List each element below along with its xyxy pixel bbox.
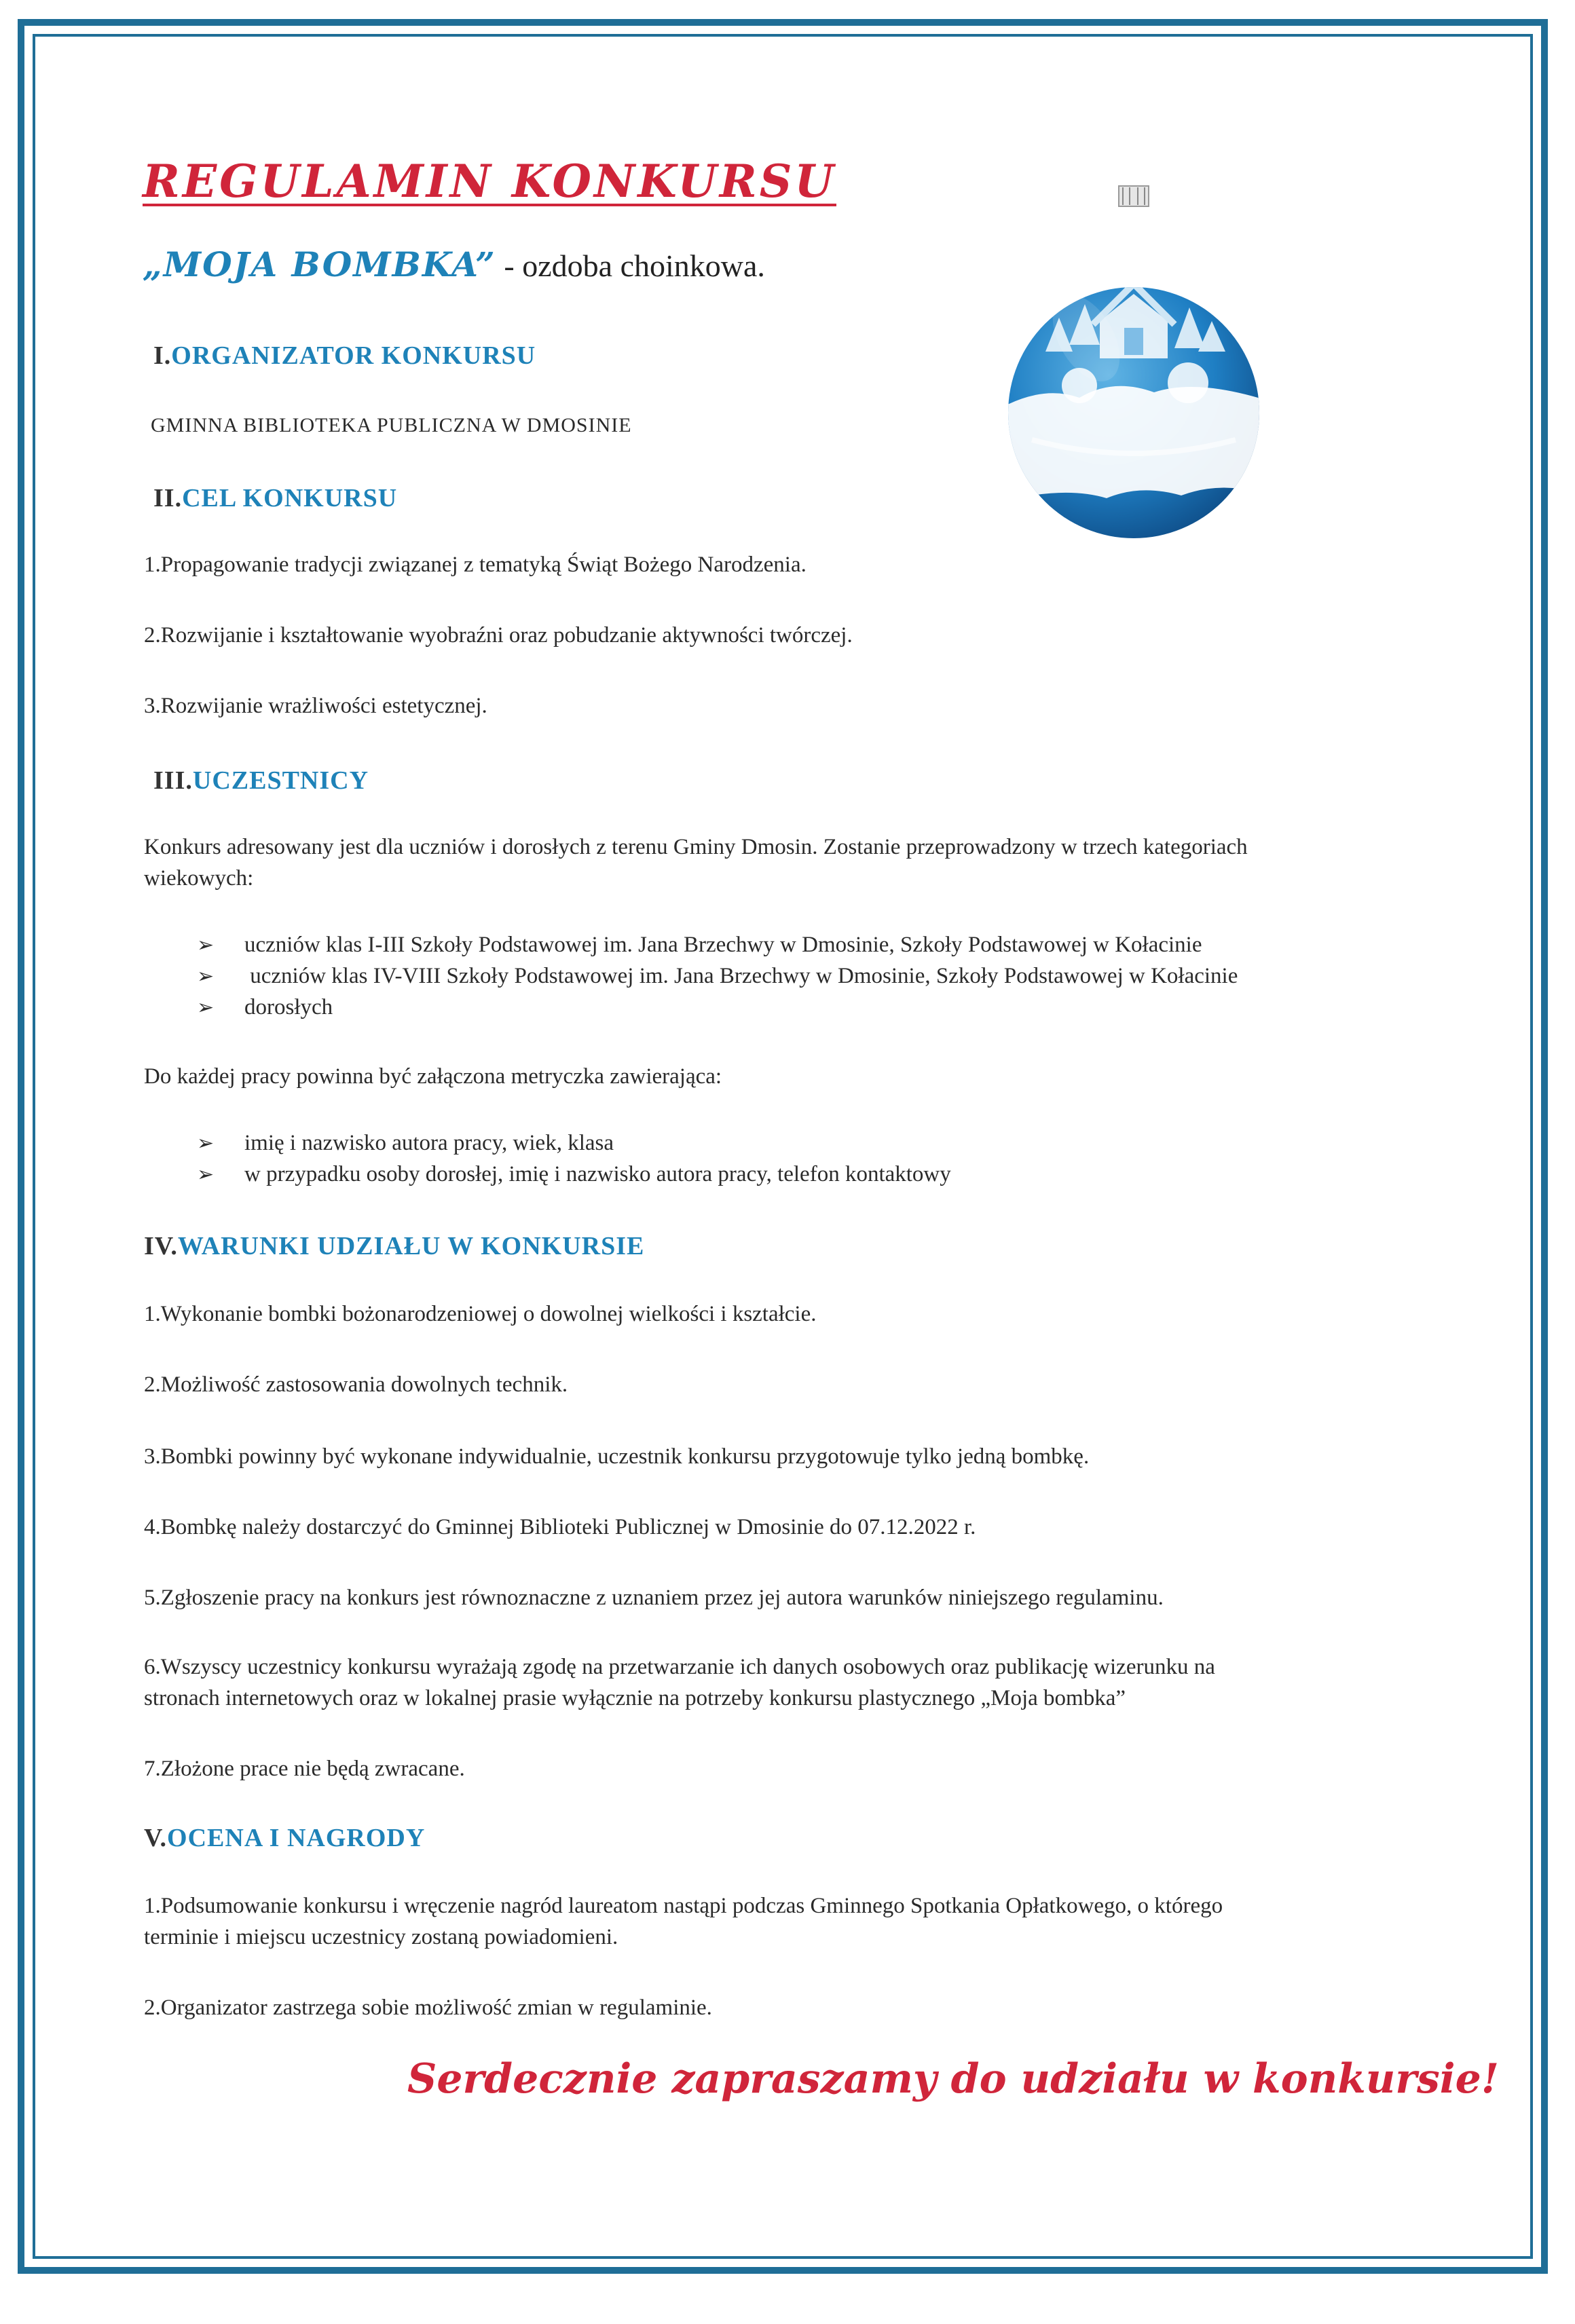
christmas-bauble-icon [1005,182,1263,562]
arrow-bullet-icon: ➢ [197,964,215,988]
section-conditions-heading: IV.WARUNKI UDZIAŁU W KONKURSIE [144,1232,645,1260]
metryczka-item: ➢ w przypadku osoby dorosłej, imię i nazwisko autora pracy, telefon kontaktowy [197,1162,951,1186]
condition-item-6-line-2: stronach internetowych oraz w lokalnej prasie wyłącznie na potrzeby konkursu plastycznego „Moja bombka” [144,1686,1126,1710]
participants-intro-line-2: wiekowych: [144,866,254,891]
goal-item-1: 1.Propagowanie tradycji związanej z tematyką Świąt Bożego Narodzenia. [144,552,807,577]
section-organizer-heading: I.ORGANIZATOR KONKURSU [153,341,536,370]
subtitle [143,244,765,284]
condition-item-7: 7.Złożone prace nie będą zwracane. [144,1757,465,1781]
metryczka-intro: Do każdej pracy powinna być załączona metryczka zawierająca: [144,1064,722,1089]
condition-item-3: 3.Bombki powinny być wykonane indywidualnie, uczestnik konkursu przygotowuje tylko jedną bombkę. [144,1444,1090,1469]
section-awards-heading: V.OCENA I NAGRODY [144,1824,426,1852]
condition-item-4: 4.Bombkę należy dostarczyć do Gminnej Biblioteki Publicznej w Dmosinie do 07.12.2022 r. [144,1515,976,1539]
condition-item-2: 2.Możliwość zastosowania dowolnych technik. [144,1372,568,1397]
category-item: ➢ dorosłych [197,995,333,1019]
condition-item-6-line-1: 6.Wszyscy uczestnicy konkursu wyrażają zgodę na przetwarzanie ich danych osobowych oraz publikację wizerunku na [144,1655,1215,1679]
section-goal-heading: II.CEL KONKURSU [153,484,398,512]
goal-item-2: 2.Rozwijanie i kształtowanie wyobraźni oraz pobudzanie aktywności twórczej. [144,623,853,648]
organizer-name: GMINNA BIBLIOTEKA PUBLICZNA W DMOSINIE [151,414,632,436]
metryczka-item: ➢ imię i nazwisko autora pracy, wiek, klasa [197,1131,614,1155]
participants-intro-line-1: Konkurs adresowany jest dla uczniów i dorosłych z terenu Gminy Dmosin. Zostanie przeprowadzony w trzech kategoriach [144,835,1248,859]
document-title: REGULAMIN KONKURSU [143,155,836,208]
arrow-bullet-icon: ➢ [197,996,215,1019]
goal-item-3: 3.Rozwijanie wrażliwości estetycznej. [144,694,487,718]
category-item: ➢ uczniów klas IV-VIII Szkoły Podstawowej im. Jana Brzechwy w Dmosinie, Szkoły Podstawowej w Kołacinie [197,964,1238,988]
closing-invitation: Serdecznie zapraszamy do udziału w konkursie! [407,2055,1500,2103]
arrow-bullet-icon: ➢ [197,1163,215,1186]
condition-item-1: 1.Wykonanie bombki bożonarodzeniowej o dowolnej wielkości i kształcie. [144,1302,817,1326]
subtitle-rest: - ozdoba choinkowa. [496,248,765,283]
subtitle-name: „MOJA BOMBKA” [143,244,496,284]
condition-item-5: 5.Zgłoszenie pracy na konkurs jest równoznaczne z uznaniem przez jej autora warunków niniejszego regulaminu. [144,1586,1164,1610]
arrow-bullet-icon: ➢ [197,933,215,957]
section-participants-heading: III.UCZESTNICY [153,766,369,795]
arrow-bullet-icon: ➢ [197,1131,215,1155]
award-item-2: 2.Organizator zastrzega sobie możliwość zmian w regulaminie. [144,1995,712,2020]
award-item-1-line-2: terminie i miejscu uczestnicy zostaną powiadomieni. [144,1925,618,1949]
award-item-1-line-1: 1.Podsumowanie konkursu i wręczenie nagród laureatom nastąpi podczas Gminnego Spotkania Opłatkowego, o którego [144,1894,1223,1918]
category-item: ➢ uczniów klas I-III Szkoły Podstawowej im. Jana Brzechwy w Dmosinie, Szkoły Podstawowej w Kołacinie [197,933,1202,957]
